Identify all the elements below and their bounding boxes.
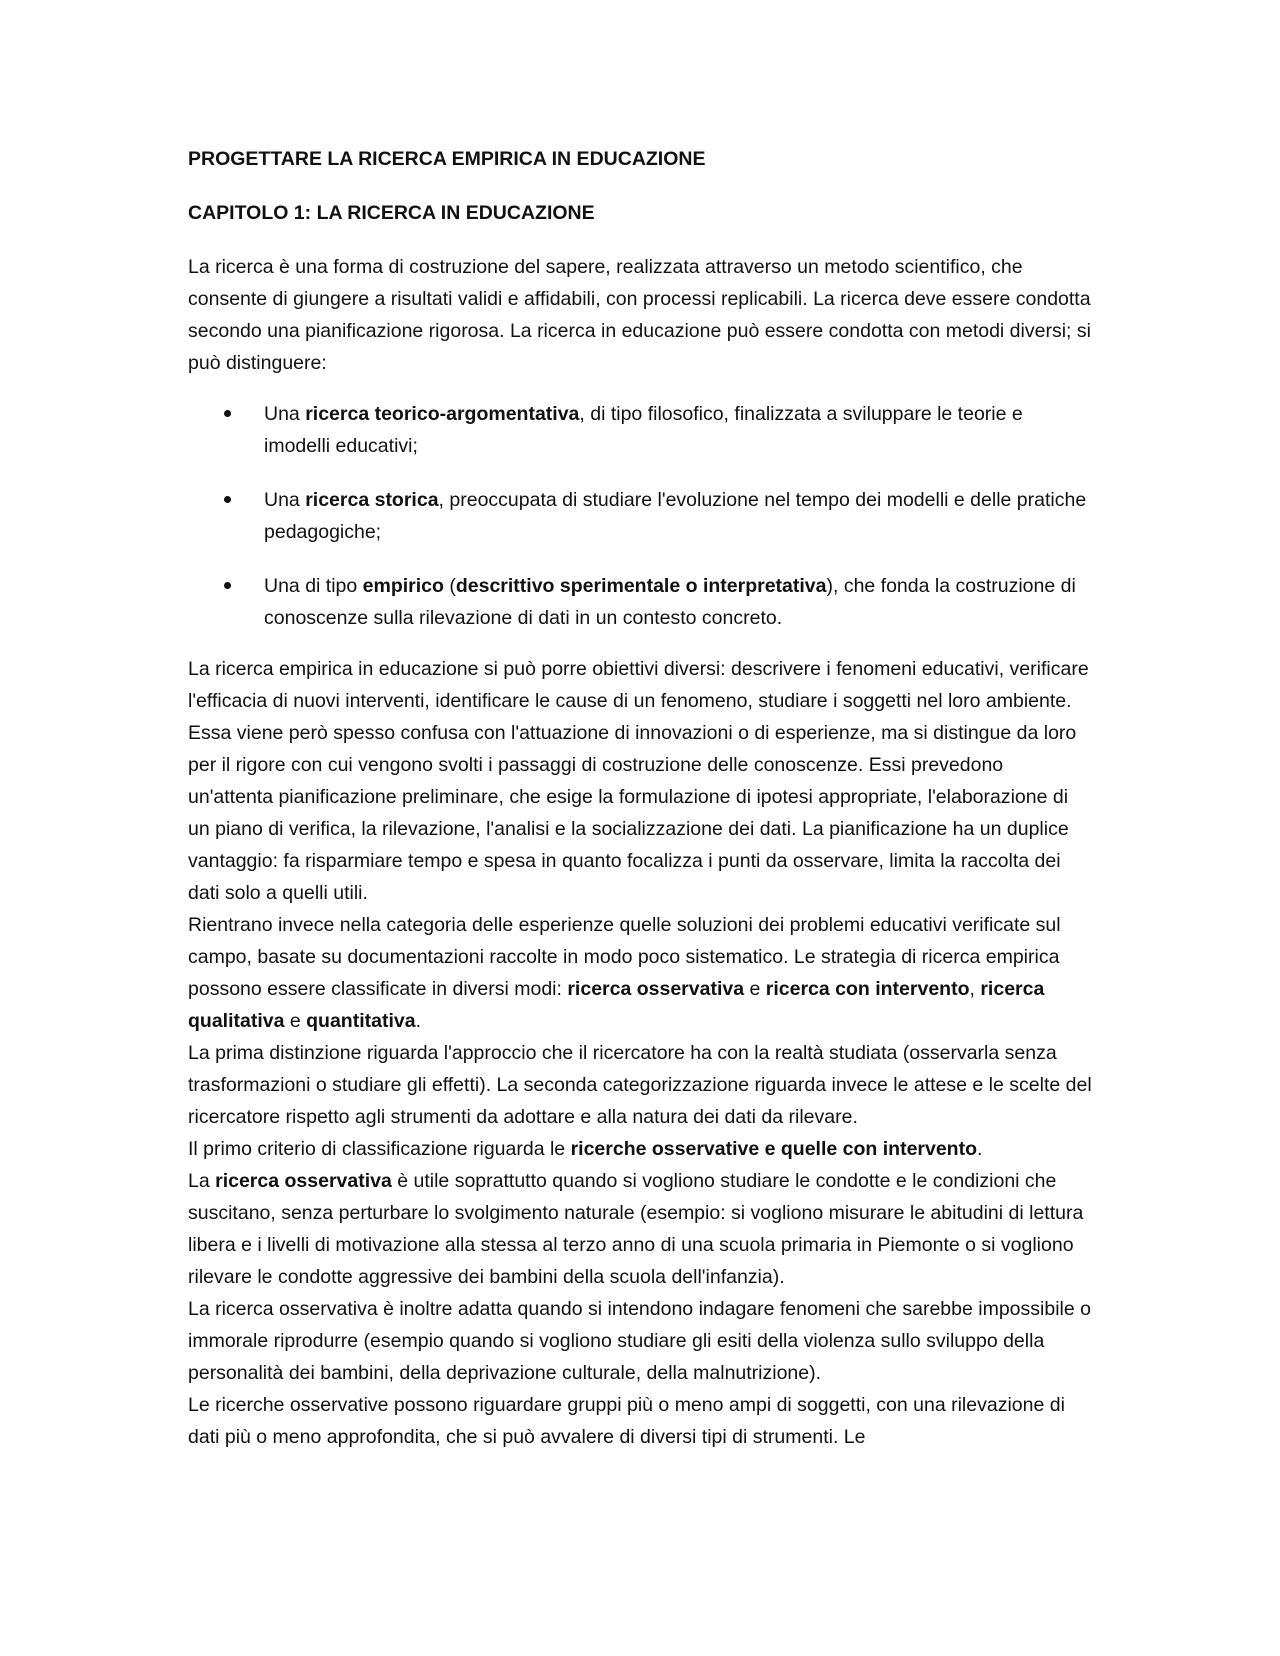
- chapter-heading: CAPITOLO 1: LA RICERCA IN EDUCAZIONE: [188, 202, 595, 224]
- list-item: Una di tipo empirico (descrittivo sperimentale o interpretativa), che fonda la costruzione di conoscenze sulla rilevazione di dati in un contesto concreto.: [188, 570, 1093, 634]
- body-paragraph: Rientrano invece nella categoria delle esperienze quelle soluzioni dei problemi educativi verificate sul campo, basate su documentazioni raccolte in modo poco sistematico. Le strategia di ricerca empirica possono essere classificate in diversi modi: ricerca osservativa e ricerca con intervento, ricerca qualitativa e quantitativa.: [188, 914, 1061, 1032]
- body-paragraph: Il primo criterio di classificazione riguarda le ricerche osservative e quelle con intervento.: [188, 1138, 983, 1160]
- body-paragraph: La prima distinzione riguarda l'approccio che il ricercatore ha con la realtà studiata (osservarla senza trasformazioni o studiare gli effetti). La seconda categorizzazione riguarda invece le attese e le scelte del ricercatore rispetto agli strumenti da adottare e alla natura dei dati da rilevare.: [188, 1042, 1092, 1128]
- list-item: Una ricerca teorico-argomentativa, di tipo filosofico, finalizzata a sviluppare le teorie e imodelli educativi;: [188, 398, 1093, 462]
- document-page: [188, 143, 1093, 1453]
- intro-paragraph: La ricerca è una forma di costruzione del sapere, realizzata attraverso un metodo scientifico, che consente di giungere a risultati validi e affidabili, con processi replicabili. La ricerca deve essere condotta secondo una pianificazione rigorosa. La ricerca in educazione può essere condotta con metodi diversi; si può distinguere:: [188, 256, 1091, 374]
- body-paragraph: Le ricerche osservative possono riguardare gruppi più o meno ampi di soggetti, con una rilevazione di dati più o meno approfondita, che si può avvalere di diversi tipi di strumenti. Le: [188, 1394, 1065, 1448]
- bullet-icon: [224, 410, 231, 417]
- list-item: Una ricerca storica, preoccupata di studiare l'evoluzione nel tempo dei modelli e delle pratiche pedagogiche;: [188, 484, 1093, 548]
- body-paragraph: La ricerca empirica in educazione si può porre obiettivi diversi: descrivere i fenomeni educativi, verificare l'efficacia di nuovi interventi, identificare le cause di un fenomeno, studiare i soggetti nel loro ambiente.: [188, 658, 1089, 712]
- body-paragraph: Essa viene però spesso confusa con l'attuazione di innovazioni o di esperienze, ma si distingue da loro per il rigore con cui vengono svolti i passaggi di costruzione delle conoscenze. Essi prevedono un'attenta pianificazione preliminare, che esige la formulazione di ipotesi appropriate, l'elaborazione di un piano di verifica, la rilevazione, l'analisi e la socializzazione dei dati. La pianificazione ha un duplice vantaggio: fa risparmiare tempo e spesa in quanto focalizza i punti da osservare, limita la raccolta dei dati solo a quelli utili.: [188, 722, 1077, 904]
- bullet-icon: [224, 496, 231, 503]
- body-paragraph: La ricerca osservativa è inoltre adatta quando si intendono indagare fenomeni che sarebbe impossibile o immorale riprodurre (esempio quando si vogliono studiare gli esiti della violenza sullo sviluppo della personalità dei bambini, della deprivazione culturale, della malnutrizione).: [188, 1298, 1091, 1384]
- body-paragraph: La ricerca osservativa è utile soprattutto quando si vogliono studiare le condotte e le condizioni che suscitano, senza perturbare lo svolgimento naturale (esempio: si vogliono misurare le abitudini di lettura libera e i livelli di motivazione alla stessa al terzo anno di una scuola primaria in Piemonte o si vogliono rilevare le condotte aggressive dei bambini della scuola dell'infanzia).: [188, 1170, 1084, 1288]
- document-title: PROGETTARE LA RICERCA EMPIRICA IN EDUCAZIONE: [188, 148, 706, 170]
- bullet-icon: [224, 582, 231, 589]
- research-types-list: [188, 398, 1093, 634]
